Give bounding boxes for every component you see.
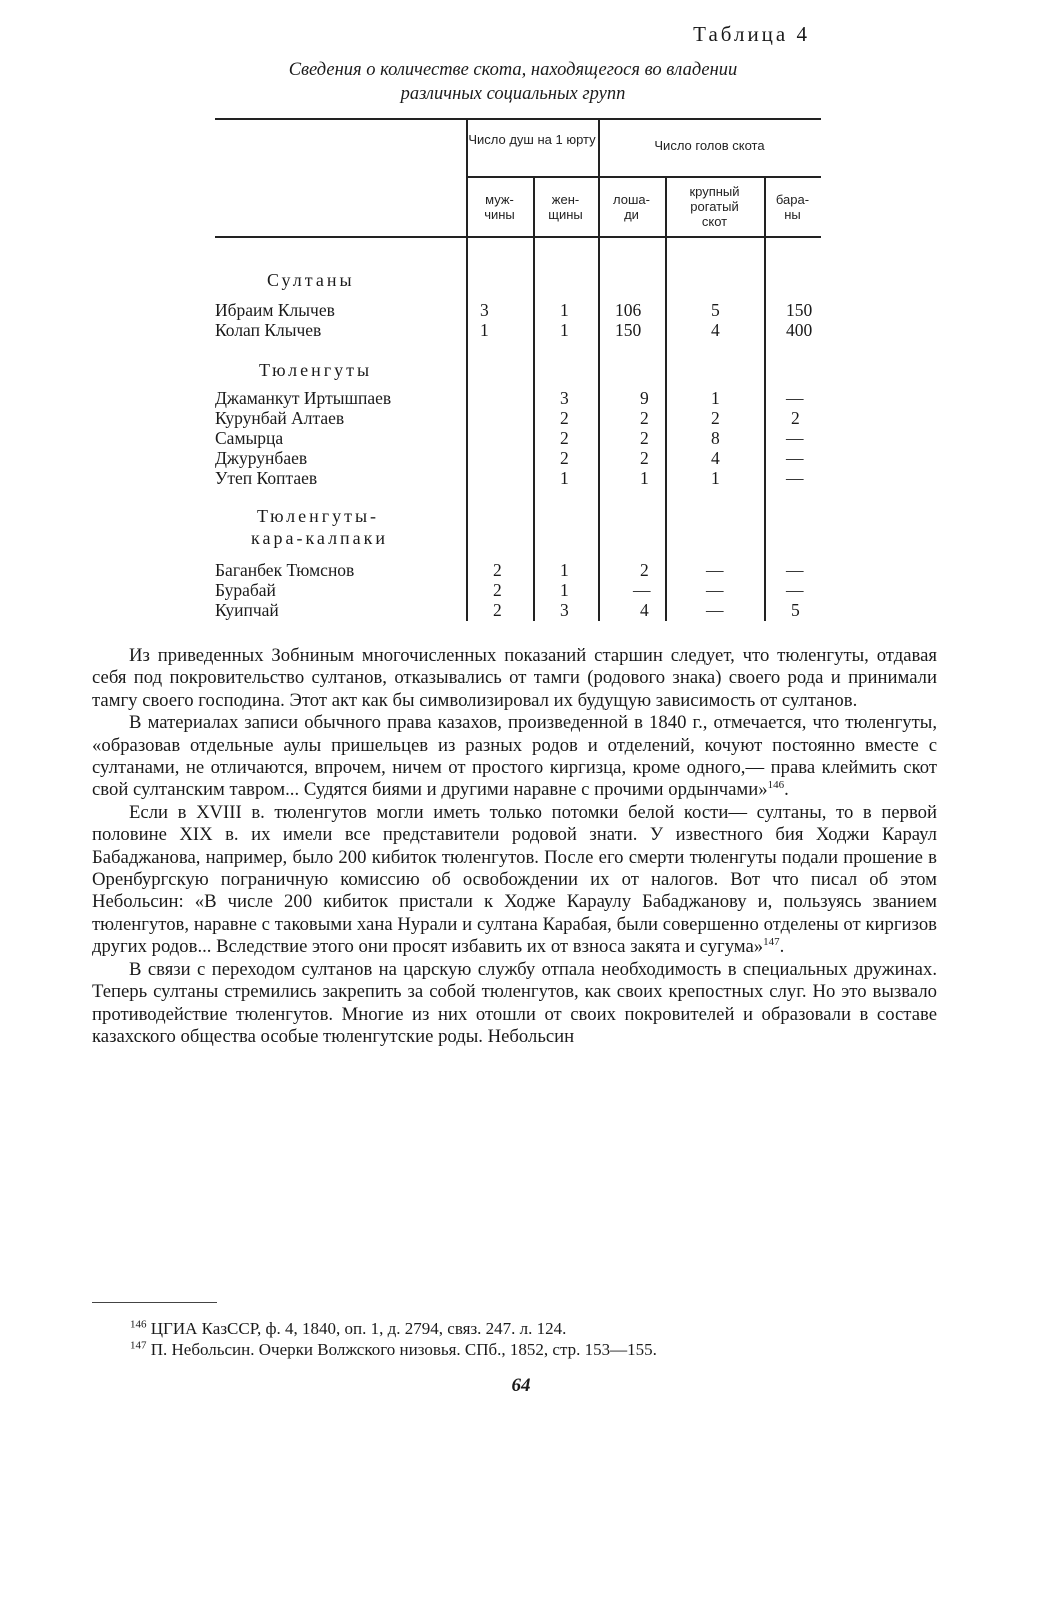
cell-cattle: 1 [711,388,720,408]
table-label: Таблица 4 [693,22,810,46]
cell-cattle: 4 [711,448,720,468]
table-caption-line1: Сведения о количестве скота, находящегося во владении [288,60,738,80]
cell-men: 1 [480,320,489,340]
cell-horses: 4 [640,600,649,620]
body-text [92,645,937,1048]
cell-horses: 9 [640,388,649,408]
table-top-rule [215,118,821,120]
row-name: Самырца [215,428,284,448]
group-title-tyulenguty: Тюленгуты [259,360,373,380]
header-livestock-heads: Число голов скота [654,138,765,153]
col-rule-5 [764,176,766,621]
cell-horses: 1 [640,468,649,488]
paragraph-text: В материалах записи обычного права казахов, произведенной в 1840 г., отмечается, что тюленгуты, «образовав отдельные аулы пришельцев из разных родов и отделений, кочуют постоянно вместе с султанами, не отличаются, впрочем, ничем от простого киргизца, кроме одного,— права клеймить скот свой султанским тавром... Судятся биями и другими наравне с прочими ордынчами» [92,712,937,801]
cell-sheep: — [786,388,804,408]
footnote [130,1318,940,1339]
header-souls-per-yurt: Число душ на 1 юрту [468,132,596,147]
footnote-ref: 147 [763,936,780,949]
row-name: Баганбек Тюмснов [215,560,355,580]
cell-women: 3 [560,600,569,620]
cell-men: 2 [493,580,502,600]
cell-sheep: — [786,560,804,580]
cell-men: 2 [493,560,502,580]
table-caption-line2: различных социальных групп [400,84,626,104]
cell-sheep: 150 [786,300,813,320]
footnote-number: 147 [130,1339,147,1352]
paragraph [92,645,937,712]
footnote-number: 146 [130,1318,147,1331]
row-name: Колап Клычев [215,320,322,340]
cell-sheep: 2 [791,408,800,428]
header-men: муж- чины [484,192,515,222]
cell-sheep: 400 [786,320,813,340]
header-women: жен- щины [548,192,583,222]
paragraph: В материалах записи обычного права казахов, произведенной в 1840 г., отмечается, что тюленгуты, «образовав отдельные аулы пришельцев из разных родов и отделений, кочуют постоянно вместе с султанами, не отличаются, впрочем, ничем от простого киргизца, кроме одного,— права клеймить скот свой султанским тавром... Судятся биями и другими наравне с прочими ордынчами»$^{146}$. [92,712,937,801]
header-horses: лоша- ди [613,192,650,222]
group-title-sultans: Султаны [267,270,355,290]
footnote-ref: 146 [767,779,785,792]
paragraph [92,959,937,1049]
row-name: Джурунбаев [215,448,308,468]
cell-horses: 2 [640,448,649,468]
cell-horses: 150 [615,320,642,340]
cell-women: 3 [560,388,569,408]
cell-women: 1 [560,468,569,488]
cell-cattle: 4 [711,320,720,340]
header-bottom-rule [215,236,821,238]
cell-horses: 2 [640,560,649,580]
cell-women: 2 [560,408,569,428]
footnote-text: П. Небольсин. Очерки Волжского низовья. СПб., 1852, стр. 153—155. [150,1340,657,1359]
footnote [130,1339,940,1360]
header-sheep: бара- ны [775,192,810,222]
table-caption [215,58,811,106]
cell-cattle: — [706,600,724,620]
page-number: 64 [511,1375,531,1396]
cell-women: 2 [560,448,569,468]
footnote-text: ЦГИА КазССР, ф. 4, 1840, оп. 1, д. 2794, связ. 247. л. 124. [150,1319,567,1338]
header-mid-rule [466,176,821,178]
col-rule-2 [533,176,535,621]
cell-cattle: 2 [711,408,720,428]
cell-horses: 2 [640,408,649,428]
col-rule-4 [665,176,667,621]
cell-sheep: — [786,448,804,468]
paragraph: Если в XVIII в. тюленгутов могли иметь только потомки белой кости— султаны, то в первой половине XIX в. их имели все представители родовой знати. У известного бия Ходжи Караул Бабаджанова, например, было 200 кибиток тюленгутов. После его смерти тюленгуты подали прошение в Оренбургскую пограничную комиссию об освобождении их от налогов. Вот что писал об этом Небольсин: «В числе 200 кибиток пристали к Ходже Караулу Бабаджанову и, пользуясь званием тюленгутов, наравне с таковыми хана Нурали и султана Карабая, были совершенно отделены от киргизов других родов... Вследствие этого они просят избавить их от взноса закята и сугума»$^{147}$. [92,801,937,958]
cell-horses: 2 [640,428,649,448]
cell-sheep: — [786,428,804,448]
paragraph-text: Если в XVIII в. тюленгутов могли иметь только потомки белой кости— султаны, то в первой половине XIX в. их имели все представители родовой знати. У известного бия Ходжи Караул Бабаджанова, например, было 200 кибиток тюленгутов. После его смерти тюленгуты подали прошение в Оренбургскую пограничную комиссию об освобождении их от налогов. Вот что писал об этом Небольсин: «В числе 200 кибиток пристали к Ходже Караулу Бабаджанову и, пользуясь званием тюленгутов, наравне с таковыми хана Нурали и султана Карабая, были совершенно отделены от киргизов других родов... Вследствие этого они просят избавить их от взноса закята и сугума» [92,801,937,958]
group-title-karakalpaki-line1: Тюленгуты- [257,506,380,526]
cell-horses: 106 [615,300,642,320]
cell-cattle: 1 [711,468,720,488]
cell-horses: — [633,580,651,600]
cell-women: 1 [560,300,569,320]
cell-cattle: — [706,580,724,600]
cell-sheep: 5 [791,600,800,620]
cell-women: 1 [560,560,569,580]
row-name: Куипчай [215,600,279,620]
cell-women: 1 [560,320,569,340]
row-name: Утеп Коптаев [215,468,318,488]
paragraph-text: Из приведенных Зобниным многочисленных показаний старшин следует, что тюленгуты, отдавая себя под покровительство султанов, отказывались от тамги (родового знака) своего рода и принимали тамгу своего господина. Этот акт как бы символизировал их будущую зависимость от султанов. [92,645,937,711]
cell-sheep: — [786,580,804,600]
cell-women: 2 [560,428,569,448]
row-name: Ибраим Клычев [215,300,335,320]
row-name: Бурабай [215,580,276,600]
cell-sheep: — [786,468,804,488]
paragraph-text: В связи с переходом султанов на царскую службу отпала необходимость в специальных дружинах. Теперь султаны стремились закрепить за собой тюленгутов, как своих крепостных слуг. Но это вызвало противодействие тюленгутов. Многие из них отошли от своих покровителей и образовали в составе казахского общества особые тюленгутские роды. Небольсин [92,958,937,1047]
cell-cattle: — [706,560,724,580]
header-cattle: крупный рогатый скот [689,184,740,229]
cell-cattle: 8 [711,428,720,448]
cell-women: 1 [560,580,569,600]
cell-men: 3 [480,300,489,320]
cell-men: 2 [493,600,502,620]
cell-cattle: 5 [711,300,720,320]
footnotes [130,1318,940,1360]
row-name: Джаманкут Иртышпаев [215,388,392,408]
row-name: Курунбай Алтаев [215,408,345,428]
group-title-karakalpaki-line2: кара-калпаки [251,528,389,548]
livestock-table [215,118,821,621]
footnote-separator [92,1302,217,1303]
